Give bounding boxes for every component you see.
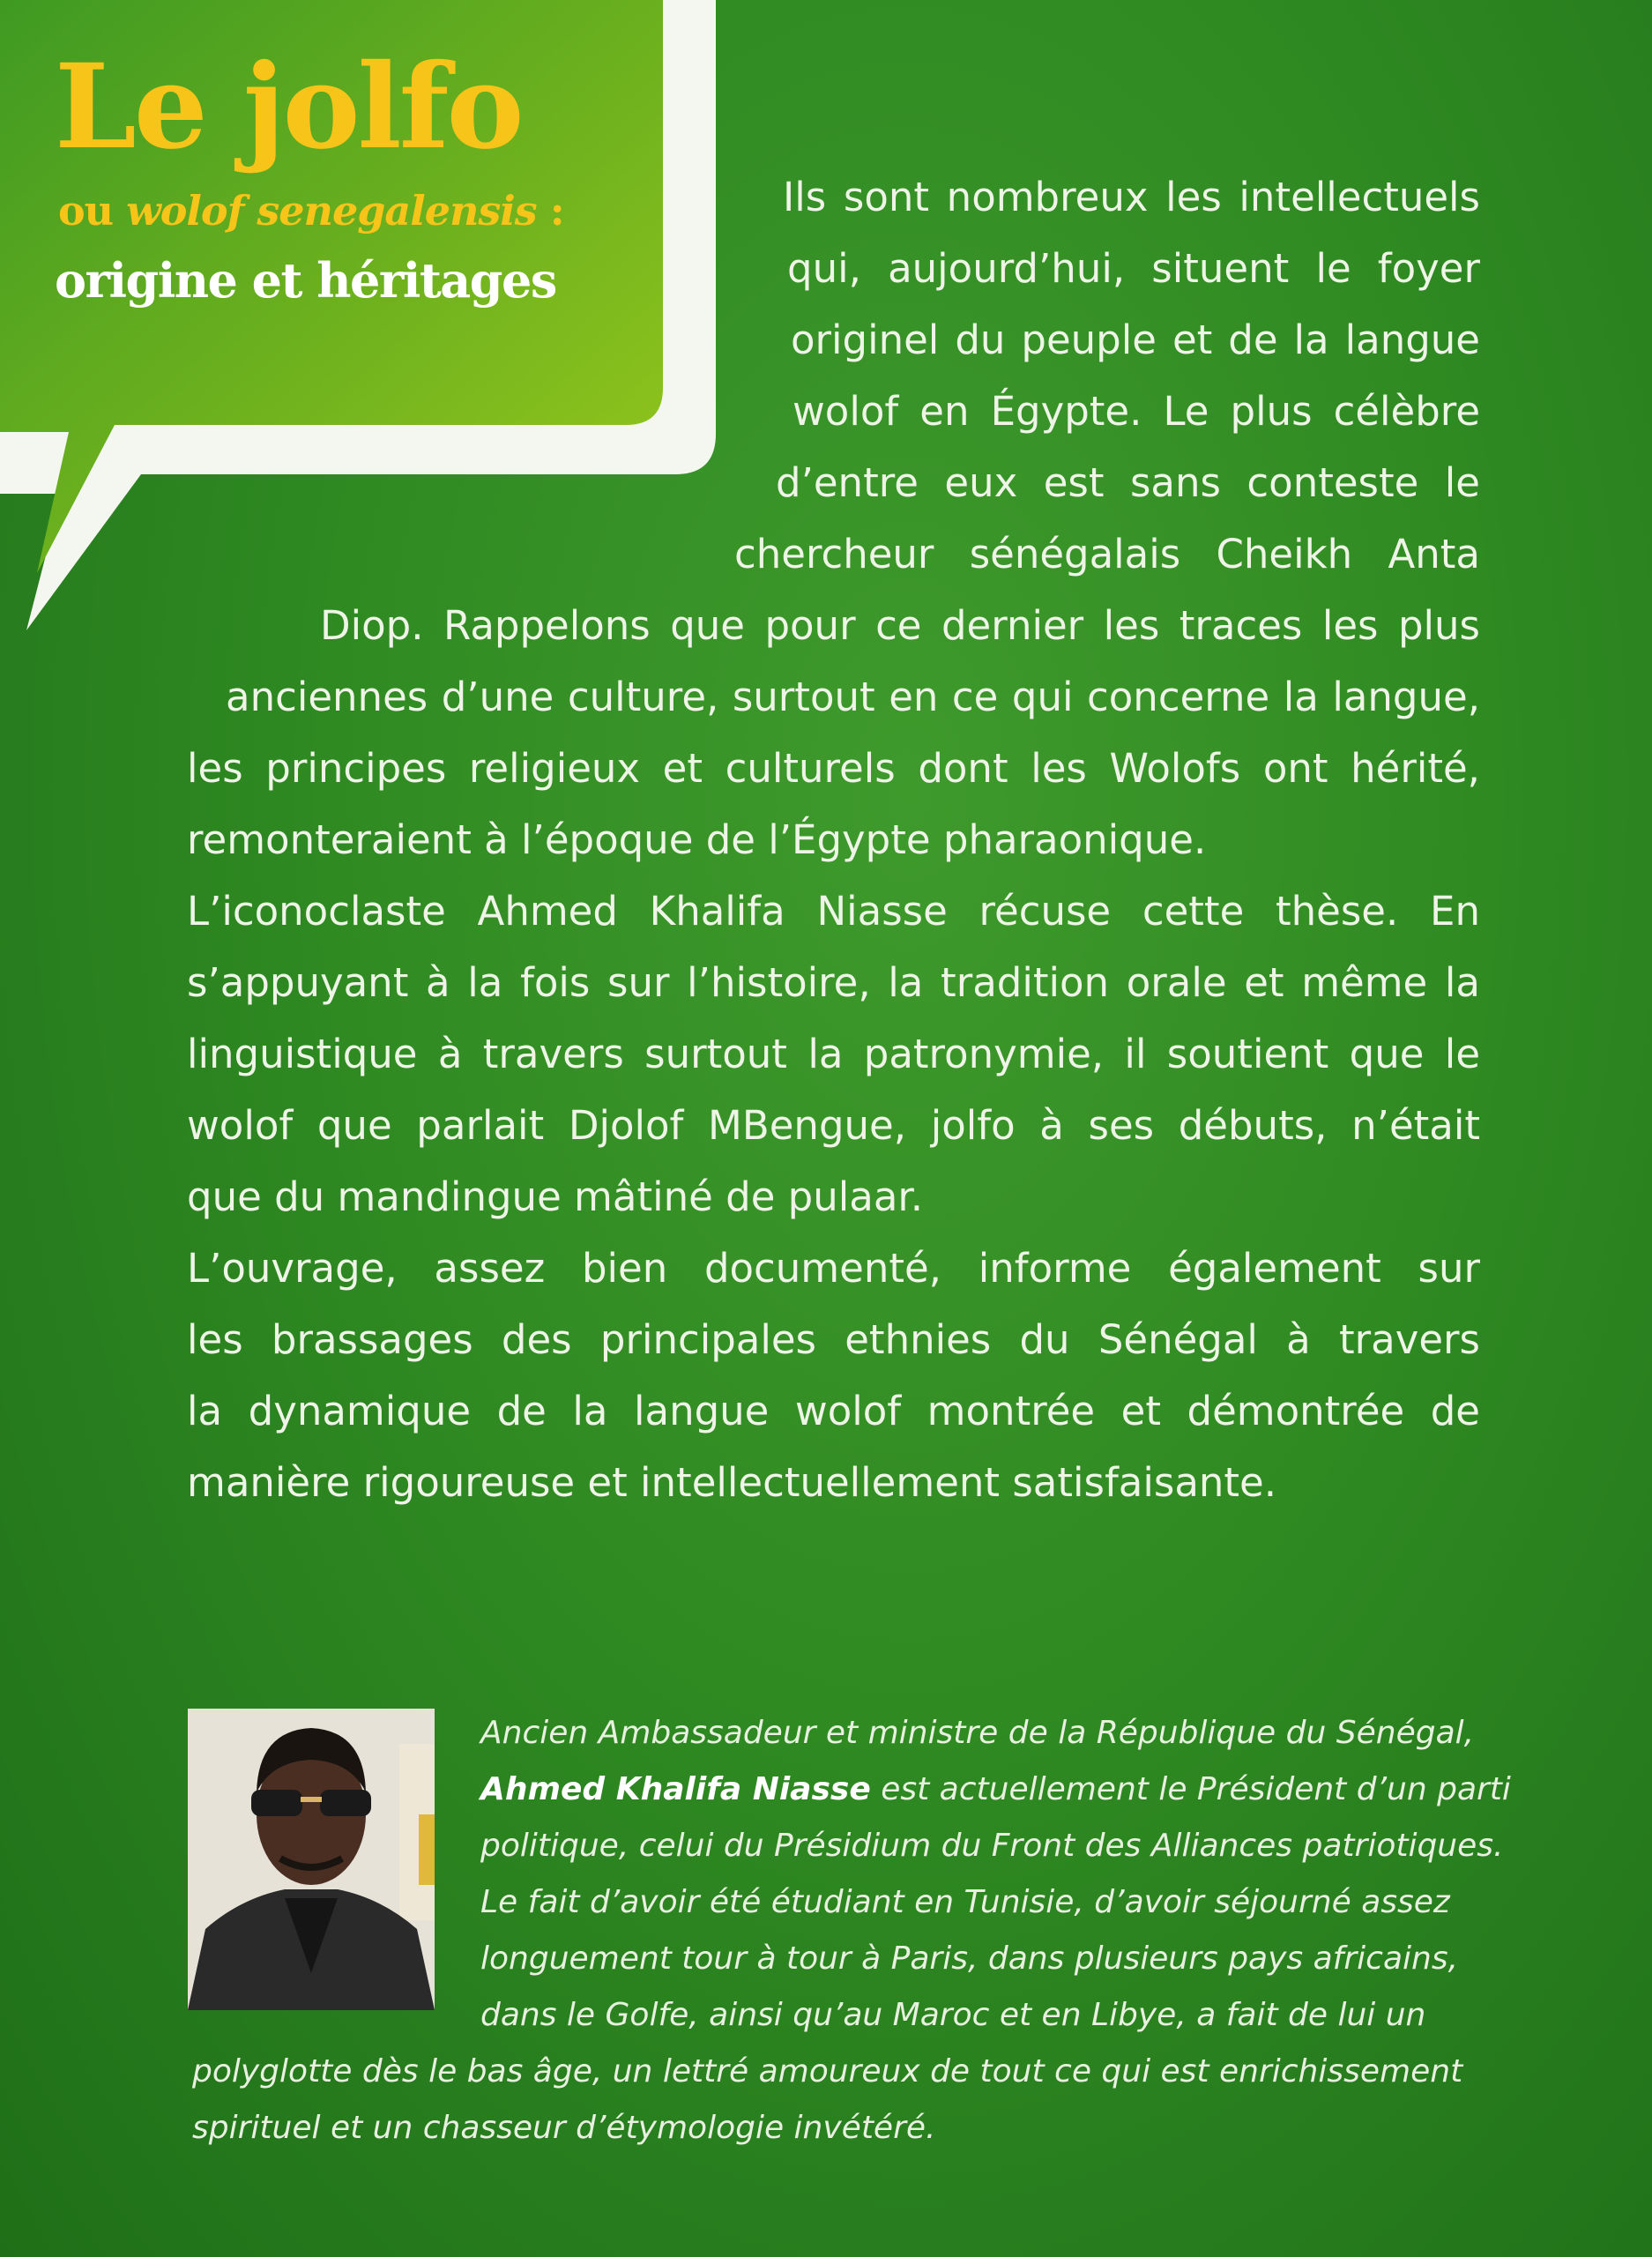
body-line: Ils sont nombreux les intellectuels xyxy=(783,174,1480,220)
book-subtitle: origine et héritages xyxy=(55,252,556,309)
author-name: Ahmed Khalifa Niasse xyxy=(480,1771,871,1807)
bio-line: dans le Golfe, ainsi qu’au Maroc et en Libye, a fait de lui un xyxy=(480,1997,1426,2033)
body-line: L’iconoclaste Ahmed Khalifa Niasse récuse cette thèse. En xyxy=(187,888,1480,935)
body-line: linguistique à travers surtout la patronymie, il soutient que le xyxy=(187,1031,1480,1077)
bio-line: longuement tour à tour à Paris, dans plusieurs pays africains, xyxy=(480,1940,1459,1977)
book-title: Le jolfo xyxy=(55,39,522,175)
body-line: wolof que parlait Djolof MBengue, jolfo à ses débuts, n’était xyxy=(187,1102,1480,1149)
body-line: que du mandingue mâtiné de pulaar. xyxy=(187,1173,924,1220)
body-line: manière rigoureuse et intellectuellement satisfaisante. xyxy=(187,1459,1277,1506)
body-line: d’entre eux est sans conteste le xyxy=(776,459,1480,506)
body-line: Diop. Rappelons que pour ce dernier les traces les plus xyxy=(320,602,1480,649)
body-line: les principes religieux et culturels dont les Wolofs ont hérité, xyxy=(187,745,1480,792)
body-line: chercheur sénégalais Cheikh Anta xyxy=(734,531,1480,577)
bio-line: spirituel et un chasseur d’étymologie invétéré. xyxy=(192,2110,936,2146)
body-line: L’ouvrage, assez bien documenté, informe également sur xyxy=(187,1245,1480,1292)
subtitle-suffix: : xyxy=(536,187,564,235)
bio-line: Le fait d’avoir été étudiant en Tunisie, d’avoir séjourné assez xyxy=(480,1884,1450,1920)
body-line: wolof en Égypte. Le plus célèbre xyxy=(793,388,1480,435)
book-subtitle-line xyxy=(58,187,564,235)
body-line: remonteraient à l’époque de l’Égypte pharaonique. xyxy=(187,816,1207,863)
bio-line: polyglotte dès le bas âge, un lettré amoureux de tout ce qui est enrichissement xyxy=(192,2053,1463,2089)
body-line: s’appuyant à la fois sur l’histoire, la tradition orale et même la xyxy=(187,959,1480,1006)
body-line: qui, aujourd’hui, situent le foyer xyxy=(787,245,1480,292)
body-line: la dynamique de la langue wolof montrée et démontrée de xyxy=(187,1388,1480,1434)
author-photo xyxy=(188,1709,435,2010)
body-line: originel du peuple et de la langue xyxy=(791,317,1480,363)
bio-line: politique, celui du Présidium du Front des Alliances patriotiques. xyxy=(480,1828,1504,1864)
subtitle-italic: wolof senegalensis xyxy=(126,187,537,235)
body-line: anciennes d’une culture, surtout en ce qui concerne la langue, xyxy=(226,674,1480,720)
bio-line: Ancien Ambassadeur et ministre de la République du Sénégal, xyxy=(480,1715,1475,1751)
subtitle-prefix: ou xyxy=(58,187,127,235)
bio-line-text: est actuellement le Président d’un parti xyxy=(870,1771,1511,1807)
body-line: les brassages des principales ethnies du Sénégal à travers xyxy=(187,1316,1480,1363)
bio-line xyxy=(480,1762,1511,1818)
